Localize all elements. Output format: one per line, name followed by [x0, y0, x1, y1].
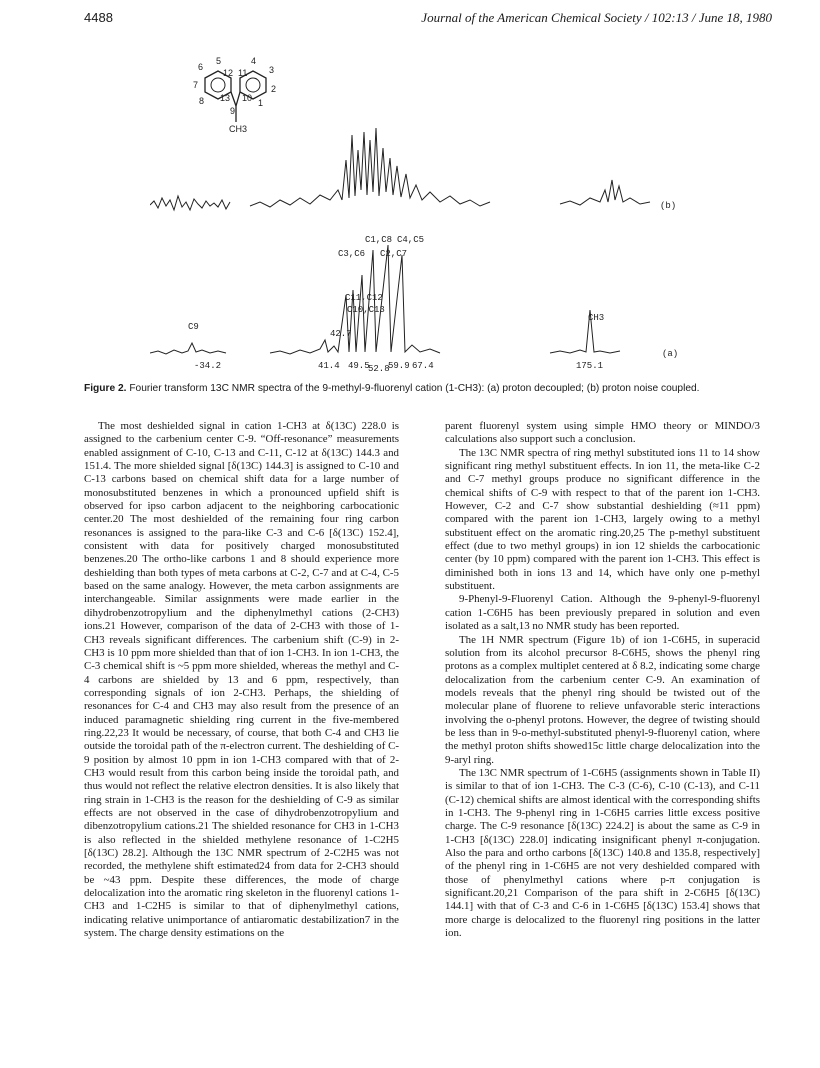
mol-label-10: 10	[242, 93, 253, 103]
shift-label-41-4: 41.4	[318, 361, 340, 371]
mol-label-11: 11	[238, 68, 248, 78]
right-paragraph-3: 9-Phenyl-9-Fluorenyl Cation. Although the 9-phenyl-9-fluorenyl cation 1-C6H5 has been previously prepared in solution and even isolated as a salt,13 no NMR study has been reported.	[445, 593, 760, 633]
spectrum-b-trace-main	[250, 128, 490, 207]
mol-label-8: 8	[199, 96, 205, 106]
shift-label-neg34-2: -34.2	[194, 361, 222, 371]
right-paragraph-4: The 1H NMR spectrum (Figure 1b) of ion 1-C6H5, in superacid solution from its alcohol precursor 8-C6H5, shows the phenyl ring protons as a complex multiplet centered at δ 8.2, indicating some charge delocalization from the carbenium center C-9. An examination of models reveals that the phenyl ring should be twisted out of the molecular plane of fluorene to relieve unfavorable steric interactions involving the o-phenyl protons. However, the degree of twisting should be less than in 9-o-methyl-substituted phenyl-9-fluorenyl cation, where the methyl proton shifts showed15c little charge delocalization into the 9-aryl ring.	[445, 633, 760, 766]
peak-label-c4-c5: C4,C5	[397, 235, 425, 245]
mol-label-2: 2	[271, 84, 277, 94]
mol-label-1: 1	[258, 98, 264, 108]
left-paragraph-1: The most deshielded signal in cation 1-CH3 at δ(13C) 228.0 is assigned to the carbenium center C-9. “Off-resonance” measurements enabled assignment of C-10, C-13 and C-11, C-12 at δ(13C) 144.3 and 151.4. The more shielded signal [δ(13C) 144.3] is assigned to C-10 and C-13 carbons based on chemical shift data for a large number of monosubstituted benzenes in which a pronounced upfield shift is observed for ipso carbon adjacent to the neighboring carbocationic center.20 The most deshielded of the remaining four ring carbon resonances is assigned to the para-like C-3 and C-6 [δ(13C) 152.4], consistent with data for positively charged monosubstituted benzenes.20 The ortho-like carbons 1 and 8 should experience more deshielding than both types of meta carbons at C-2, C-7 and at C-4, C-5 based on the same analogy. However, the meta carbon assignments are interchangeable. Similar assignments were made earlier in the dihydrobenzotropylium and the diphenylmethyl cations (2-CH3) ions.21 However, comparison of the data of 2-CH3 with those of 1-CH3 reveals significant differences. The carbenium shift (C-9) in 2-CH3 is 10 ppm more shielded than that of ion 1-CH3. In ion 1-CH3, the C-3 chemical shift is ~5 ppm more shielded, whereas the methyl and C-4 carbons are shielded by 13 and 6 ppm, respectively, than corresponding signals of ion 2-CH3. Perhaps, the shielding of resonances for C-4 and CH3 may also result from the presence of an induced paramagnetic shielding ring current in the five-membered ring.22,23 It would be necessary, of course, that both C-4 and CH3 lie outside the toroidal path of the π-electron current. The deshielding of C-9 position by almost 10 ppm in ion 1-CH3 compared with that of 2-CH3 would result from this carbon being inside the toroidal path, and thus would not reflect the relative electron densities. It is also likely that ring strain in 1-CH3 is the reason for the deshielding of C-9 as similar effects are not observed in the case of dihydrobenzotropylium and dibenzotropylium cations.21 The shielded resonance for CH3 in 1-CH3 is also reflected in the shielded methylene resonance of 1-C2H5 [δ(13C) 28.2]. Although the 13C NMR spectrum of 2-C2H5 was not recorded, the methylene shift estimated24 from data for 2-CH3 should be ~43 ppm. Despite these differences, the mode of charge delocalization into the aromatic ring skeleton in the fluorenyl cations 1-CH3 and 1-C2H5 is similar to that of diphenylmethyl cations, indicating relative unimportance of antiaromatic destabilization7 in the system. The charge density estimations on the	[84, 420, 399, 940]
mol-label-6: 6	[198, 62, 204, 72]
peak-label-c11-c12: C11,C12	[345, 293, 383, 303]
shift-label-67-4: 67.4	[412, 361, 434, 371]
journal-running-head: Journal of the American Chemical Society / 102:13 / June 18, 1980	[421, 10, 772, 25]
figure-caption-text: Fourier transform 13C NMR spectra of the 9-methyl-9-fluorenyl cation (1-CH3): (a) proton decoupled; (b) proton noise coupled.	[129, 383, 700, 394]
peak-label-c3-c6: C3,C6	[338, 249, 366, 259]
spectrum-a-trace-right	[550, 310, 620, 353]
figure-caption	[84, 382, 774, 395]
mol-label-9: 9	[230, 106, 236, 116]
mol-label-ch3: CH3	[229, 124, 248, 134]
peak-label-c2-c7: C2,C7	[380, 249, 408, 259]
spectrum-b-trace-right	[560, 180, 650, 205]
body-left-column	[84, 420, 399, 940]
mol-label-3: 3	[269, 65, 275, 75]
mol-label-12: 12	[223, 68, 234, 78]
peak-label-c9: C9	[188, 322, 199, 332]
shift-label-49-5: 49.5	[348, 361, 370, 371]
right-paragraph-5: The 13C NMR spectrum of 1-C6H5 (assignments shown in Table II) is similar to that of ion 1-CH3. The C-3 (C-6), C-10 (C-13), and C-11 (C-12) chemical shifts are almost identical with the corresponding shifts in 1-CH3. The 9-phenyl ring in 1-C6H5 carries little excess positive charge. The C-9 resonance [δ(13C) 224.2] is about the same as C-9 in 1-CH3 [δ(13C) 228.0] indicating insignificant phenyl π-conjugation. Also the para and ortho carbons [δ(13C) 140.8 and 135.8, respectively] of the phenyl ring in 1-C6H5 are not very deshielded compared with those of phenylmethyl cations where p-π conjugation is significant.20,21 Comparison of the para shift in 2-C6H5 [δ(13C) 144.1] with that of C-3 and C-6 in 1-C6H5 [δ(13C) 153.4] shows that more charge is delocalized to the fluorenyl ring positions in the latter ion.	[445, 766, 760, 940]
shift-label-175-1: 175.1	[576, 361, 604, 371]
peak-label-ch3: CH3	[588, 313, 605, 323]
spectrum-b-label: (b)	[660, 201, 677, 211]
mol-label-7: 7	[193, 80, 199, 90]
shift-label-59-9: 59.9	[388, 361, 410, 371]
spectrum-b-trace-left	[150, 196, 230, 210]
peak-label-c1-c8: C1,C8	[365, 235, 393, 245]
right-paragraph-1: parent fluorenyl system using simple HMO theory or MINDO/3 calculations also support such a conclusion.	[445, 420, 760, 446]
shift-label-52-8: 52.8	[368, 364, 390, 374]
mol-label-4: 4	[251, 56, 257, 66]
spectrum-a	[150, 235, 678, 374]
mol-label-13: 13	[220, 93, 231, 103]
peak-label-42-7: 42.7	[330, 329, 352, 339]
body-right-column	[445, 420, 760, 940]
figure-2	[150, 40, 750, 380]
page-number: 4488	[84, 10, 113, 25]
mol-label-5: 5	[216, 56, 222, 66]
peak-label-c10-c13: C10,C13	[347, 305, 385, 315]
right-paragraph-2: The 13C NMR spectra of ring methyl substituted ions 11 to 14 show significant ring methyl substituent effects. In ion 11, the meta-like C-2 and C-7 methyl groups produce no significant difference in the chemical shifts of C-9 with respect to that of the parent ion 1-CH3. However, C-2 and C-7 show substantial deshielding (≈11 ppm) compared with the parent ion 1-CH3, largely owing to a methyl substituent effect on the aromatic ring.20,25 The p-methyl substituent effect (due to two methyl groups) in ion 12 shields the carbocationic center (by 10 ppm) compared with the parent ion 1-CH3. This effect is diminished both in ions 13 and 14, which have only one p-methyl substituent.	[445, 446, 760, 593]
spectrum-b	[150, 128, 676, 211]
figure-caption-label: Figure 2.	[84, 383, 127, 394]
fluorenyl-cation-structure	[193, 56, 276, 134]
spectrum-a-trace-left	[150, 343, 226, 354]
spectrum-a-label: (a)	[662, 349, 679, 359]
